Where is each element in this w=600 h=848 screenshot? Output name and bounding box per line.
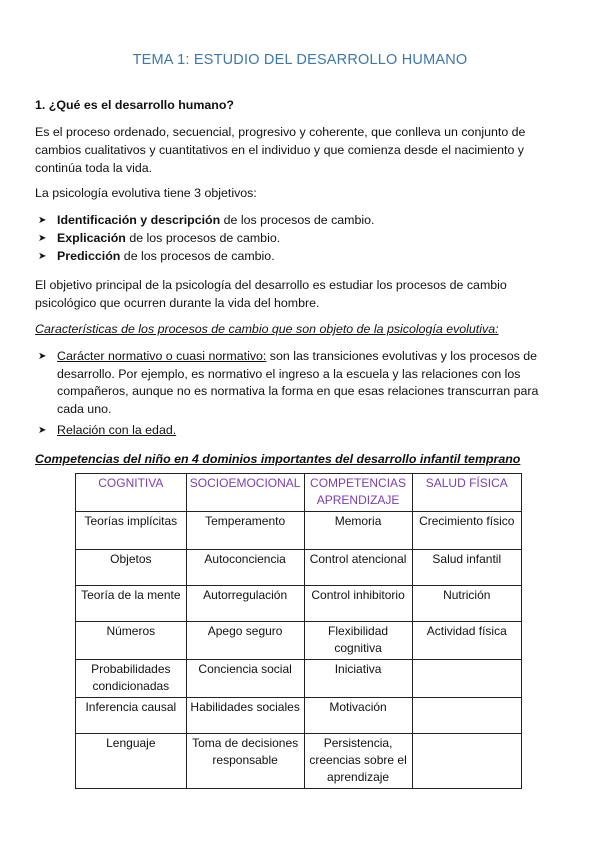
table-cell bbox=[412, 660, 521, 698]
table-cell: Flexibilidad cognitiva bbox=[304, 622, 412, 660]
table-cell: Temperamento bbox=[186, 512, 304, 550]
objective-item: ➤ Explicación de los procesos de cambio. bbox=[38, 231, 281, 245]
table-cell: Números bbox=[76, 622, 187, 660]
column-header: COMPETENCIAS APRENDIZAJE bbox=[304, 474, 412, 512]
competencies-table bbox=[75, 473, 522, 789]
arrow-bullet-icon: ➤ bbox=[38, 233, 47, 244]
table-cell: Motivación bbox=[304, 698, 412, 734]
table-cell: Nutrición bbox=[412, 586, 521, 622]
table-row bbox=[76, 512, 522, 550]
table-cell: Probabilidades condicionadas bbox=[76, 660, 187, 698]
arrow-bullet-icon: ➤ bbox=[38, 425, 47, 436]
table-cell: Memoria bbox=[304, 512, 412, 550]
arrow-bullet-icon: ➤ bbox=[38, 215, 47, 226]
table-cell: Teoría de la mente bbox=[76, 586, 187, 622]
table-cell: Salud infantil bbox=[412, 550, 521, 586]
table-row bbox=[76, 734, 522, 789]
section-heading: 1. ¿Qué es el desarrollo humano? bbox=[35, 98, 234, 112]
arrow-bullet-icon: ➤ bbox=[38, 351, 47, 362]
table-cell: Autoconciencia bbox=[186, 550, 304, 586]
page-title: TEMA 1: ESTUDIO DEL DESARROLLO HUMANO bbox=[132, 52, 468, 68]
characteristics-heading: Características de los procesos de cambio que son objeto de la psicología evolutiva: bbox=[35, 322, 499, 336]
table-cell: Apego seguro bbox=[186, 622, 304, 660]
table-cell: Actividad física bbox=[412, 622, 521, 660]
table-row bbox=[76, 586, 522, 622]
table-cell: Objetos bbox=[76, 550, 187, 586]
table-row bbox=[76, 698, 522, 734]
table-cell: Autorregulación bbox=[186, 586, 304, 622]
definition-paragraph: Es el proceso ordenado, secuencial, progresivo y coherente, que conlleva un conjunto de cambios cualitativos y cuantitativos en el individuo y que comienza desde el nacimiento y continúa toda la vida. bbox=[35, 125, 526, 175]
characteristic-item: ➤ Carácter normativo o cuasi normativo: son las transiciones evolutivas y los procesos de desarrollo. Por ejemplo, es normativo el ingreso a la escuela y las relaciones con los compañeros, aunque no es normativa la forma en que esas relaciones transcurran para cada uno. bbox=[38, 349, 539, 416]
table-cell: Inferencia causal bbox=[76, 698, 187, 734]
table-cell bbox=[412, 698, 521, 734]
table-cell bbox=[412, 734, 521, 789]
table-row bbox=[76, 622, 522, 660]
table-cell: Iniciativa bbox=[304, 660, 412, 698]
column-header: SOCIOEMOCIONAL bbox=[186, 474, 304, 512]
main-objective-paragraph: El objetivo principal de la psicología del desarrollo es estudiar los procesos de cambio psicológico que ocurren durante la vida del hombre. bbox=[35, 278, 507, 310]
table-header-row bbox=[76, 474, 522, 512]
column-header: COGNITIVA bbox=[76, 474, 187, 512]
table-cell: Habilidades sociales bbox=[186, 698, 304, 734]
table-cell: Crecimiento físico bbox=[412, 512, 521, 550]
table-cell: Conciencia social bbox=[186, 660, 304, 698]
table-cell: Control atencional bbox=[304, 550, 412, 586]
table-cell: Toma de decisiones responsable bbox=[186, 734, 304, 789]
table-cell: Teorías implícitas bbox=[76, 512, 187, 550]
column-header: SALUD FÍSICA bbox=[412, 474, 521, 512]
table-cell: Control inhibitorio bbox=[304, 586, 412, 622]
table-row bbox=[76, 660, 522, 698]
objective-item: ➤ Identificación y descripción de los procesos de cambio. bbox=[38, 213, 375, 227]
characteristic-item: ➤ Relación con la edad. bbox=[38, 423, 177, 437]
table-cell: Lenguaje bbox=[76, 734, 187, 789]
table-cell: Persistencia, creencias sobre el aprendizaje bbox=[304, 734, 412, 789]
objectives-intro: La psicología evolutiva tiene 3 objetivos: bbox=[35, 186, 257, 200]
table-row bbox=[76, 550, 522, 586]
table-heading: Competencias del niño en 4 dominios importantes del desarrollo infantil temprano bbox=[35, 452, 521, 466]
arrow-bullet-icon: ➤ bbox=[38, 251, 47, 262]
objective-item: ➤ Predicción de los procesos de cambio. bbox=[38, 249, 275, 263]
